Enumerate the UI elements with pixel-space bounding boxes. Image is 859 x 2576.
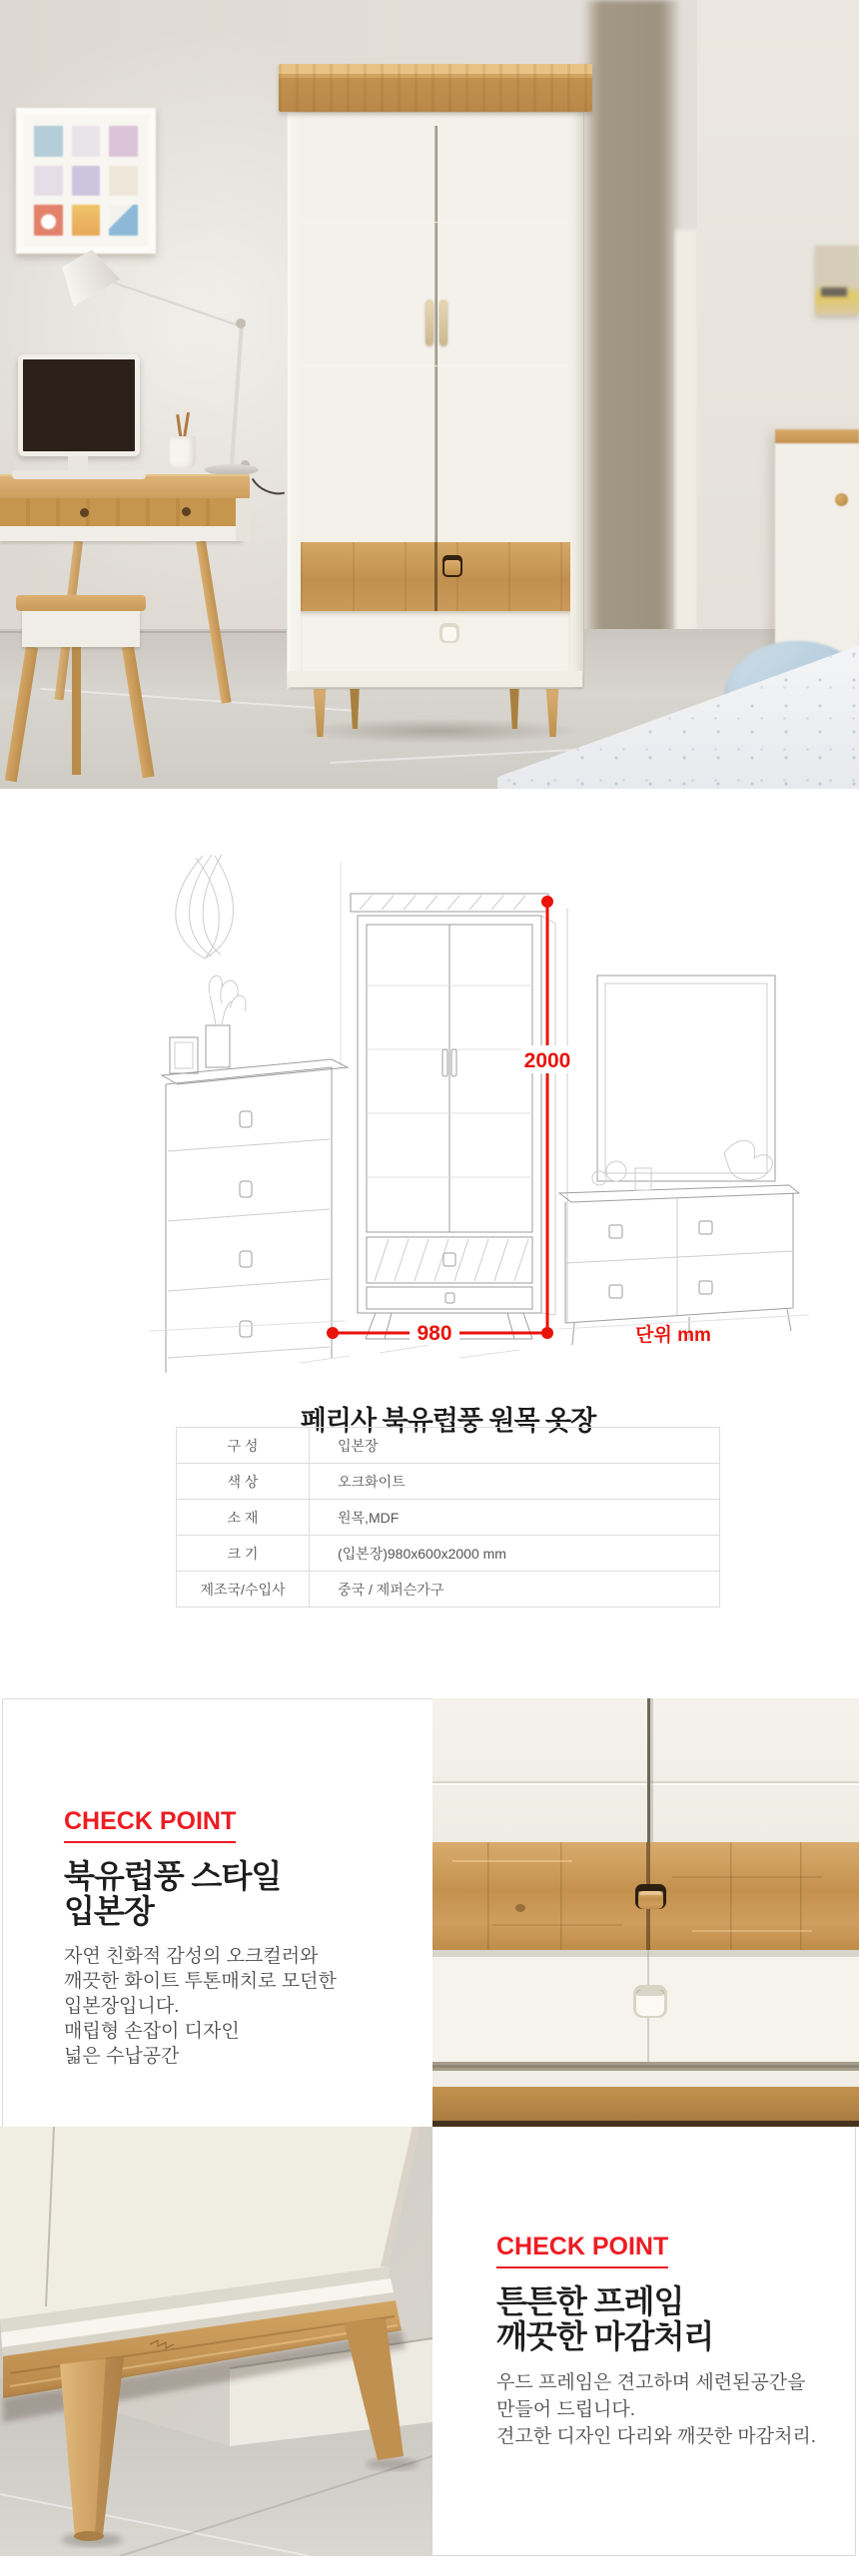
- table-row: [177, 1572, 720, 1608]
- spec-value: 입본장: [310, 1428, 720, 1464]
- lamp-shade: [54, 245, 121, 307]
- desk-drawers: [0, 498, 243, 526]
- wardrobe-body: [287, 112, 584, 689]
- checkpoint-body: 우드 프레임은 견고하며 세련된공간을 만들어 드립니다. 견고한 디자인 다리와 깨끗한 마감처리.: [496, 2372, 817, 2447]
- checkpoint-heading: 북유럽풍 스타일 입본장: [64, 1858, 282, 1929]
- drawer-handle: [439, 623, 459, 643]
- door-gap: [434, 126, 437, 542]
- checkpoint-1-text: [64, 1807, 433, 2069]
- white-drawer: [301, 611, 570, 671]
- checkpoint-body: 자연 친화적 감성의 오크컬러와 깨끗한 화이트 투톤매치로 모던한 입본장입니다. 매립형 손잡이 디자인 넓은 수납공간: [64, 1946, 337, 2067]
- dimension-diagram: [0, 854, 859, 1373]
- legs-detail-photo: [0, 2127, 432, 2556]
- wardrobe-wood-top: [279, 64, 592, 112]
- picture-frame: [16, 108, 156, 254]
- monitor: [12, 351, 146, 481]
- table-row: [177, 1536, 720, 1572]
- checkpoint-heading: 튼튼한 프레임 깨끗한 마감처리: [496, 2283, 714, 2354]
- spec-table: [176, 1427, 720, 1608]
- table-row: [177, 1464, 720, 1500]
- bedside-dresser: [775, 429, 859, 661]
- lamp-arm: [105, 278, 240, 326]
- product-title: 페리사 북유럽풍 원목 옷장: [300, 1406, 596, 1437]
- spec-label: 크 기: [177, 1536, 310, 1572]
- pencil-cup: [170, 422, 196, 468]
- dimension-lines: [327, 896, 553, 1339]
- wall-corner-shadow: [582, 0, 678, 704]
- hero-room-photo: [0, 0, 859, 789]
- wall-poster: [815, 246, 859, 316]
- wooden-stool: [14, 595, 148, 789]
- spec-label: 색 상: [177, 1464, 310, 1500]
- spec-value: 중국 / 제퍼슨가구: [310, 1572, 720, 1608]
- drawer-handle: [442, 555, 462, 577]
- table-row: [177, 1428, 720, 1464]
- spec-value: (입본장)980x600x2000 mm: [310, 1536, 720, 1572]
- door-handle: [426, 300, 433, 345]
- table-row: [177, 1500, 720, 1536]
- checkpoint-2-text: [496, 2233, 859, 2450]
- spec-value: 오크화이트: [310, 1464, 720, 1500]
- wood-drawer: [301, 542, 570, 611]
- spec-value: 원목,MDF: [310, 1500, 720, 1536]
- spec-label: 소 재: [177, 1500, 310, 1536]
- spec-label: 제조국/수입사: [177, 1572, 310, 1608]
- wardrobe: [279, 64, 592, 743]
- height-dimension-label: 2000: [523, 1049, 571, 1072]
- unit-label: 단위 mm: [635, 1325, 711, 1346]
- width-dimension-label: 980: [417, 1322, 452, 1345]
- checkpoint-badge: CHECK POINT: [64, 1807, 236, 1843]
- spec-label: 구 성: [177, 1428, 310, 1464]
- door-handle: [439, 300, 447, 345]
- checkpoint-badge: CHECK POINT: [496, 2233, 668, 2268]
- lamp-arm: [230, 323, 244, 465]
- drawer-detail-photo: [432, 1698, 859, 2127]
